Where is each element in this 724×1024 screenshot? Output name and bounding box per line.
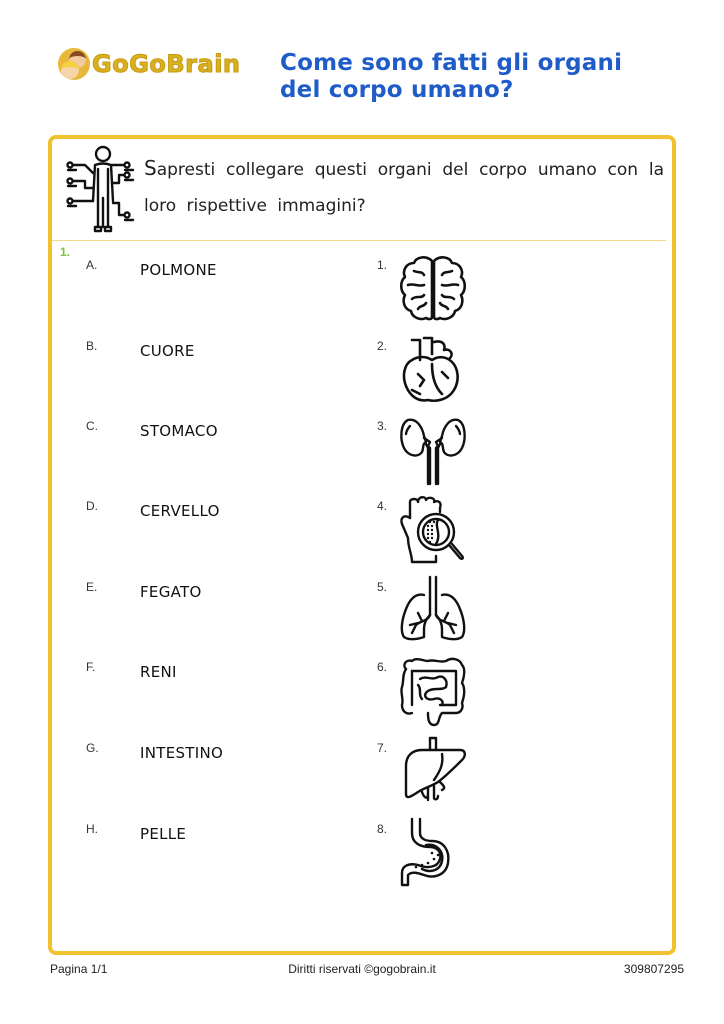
image-number: 4.: [377, 499, 388, 513]
skin-magnifier-icon: [398, 494, 468, 566]
logo-kids-icon: [58, 48, 90, 80]
item-letter: E.: [86, 580, 98, 594]
matching-row: [0, 580, 724, 660]
organ-word: PELLE: [140, 825, 187, 843]
organ-word: POLMONE: [140, 261, 217, 279]
kidneys-icon: [398, 414, 468, 486]
item-letter: G.: [86, 741, 99, 755]
instructions-body: apresti collegare questi organi del corpo umano con la loro rispettive immagini?: [144, 160, 664, 216]
logo-text: GoGoBrain: [92, 50, 241, 78]
item-letter: F.: [86, 660, 96, 674]
image-number: 7.: [377, 741, 388, 755]
matching-row: [0, 419, 724, 499]
image-number: 2.: [377, 339, 388, 353]
brain-icon: [398, 253, 468, 325]
stomach-icon: [398, 817, 468, 889]
first-letter: S: [144, 156, 157, 180]
matching-row: [0, 822, 724, 902]
image-number: 8.: [377, 822, 388, 836]
organ-word: FEGATO: [140, 583, 202, 601]
header: [0, 0, 724, 125]
instructions: [60, 140, 670, 235]
page-title: [280, 50, 700, 104]
organ-word: INTESTINO: [140, 744, 224, 762]
organ-word: RENI: [140, 663, 177, 681]
lungs-icon: [398, 575, 468, 647]
gogobrain-logo: [58, 48, 241, 80]
item-letter: A.: [86, 258, 98, 272]
copyright: Diritti riservati ©gogobrain.it: [288, 962, 436, 976]
matching-row: [0, 339, 724, 419]
matching-row: [0, 660, 724, 740]
question-number: 1.: [60, 245, 71, 259]
page-indicator: Pagina 1/1: [50, 962, 108, 976]
heart-icon: [398, 334, 468, 406]
image-number: 5.: [377, 580, 388, 594]
divider: [52, 240, 666, 241]
organ-word: STOMACO: [140, 422, 218, 440]
image-number: 1.: [377, 258, 388, 272]
organ-word: CERVELLO: [140, 502, 220, 520]
instructions-text: [144, 150, 664, 224]
image-number: 3.: [377, 419, 388, 433]
item-letter: B.: [86, 339, 98, 353]
item-letter: C.: [86, 419, 98, 433]
matching-row: [0, 499, 724, 579]
item-letter: D.: [86, 499, 98, 513]
title-line-2: del corpo umano?: [280, 77, 514, 103]
title-line-1: Come sono fatti gli organi: [280, 50, 623, 76]
liver-icon: [398, 736, 468, 808]
item-letter: H.: [86, 822, 98, 836]
matching-row: [0, 258, 724, 338]
matching-row: [0, 741, 724, 821]
organ-word: CUORE: [140, 342, 195, 360]
human-body-circuit-icon: [65, 143, 141, 233]
worksheet-code: 309807295: [623, 962, 684, 976]
intestine-icon: [398, 655, 468, 727]
image-number: 6.: [377, 660, 388, 674]
